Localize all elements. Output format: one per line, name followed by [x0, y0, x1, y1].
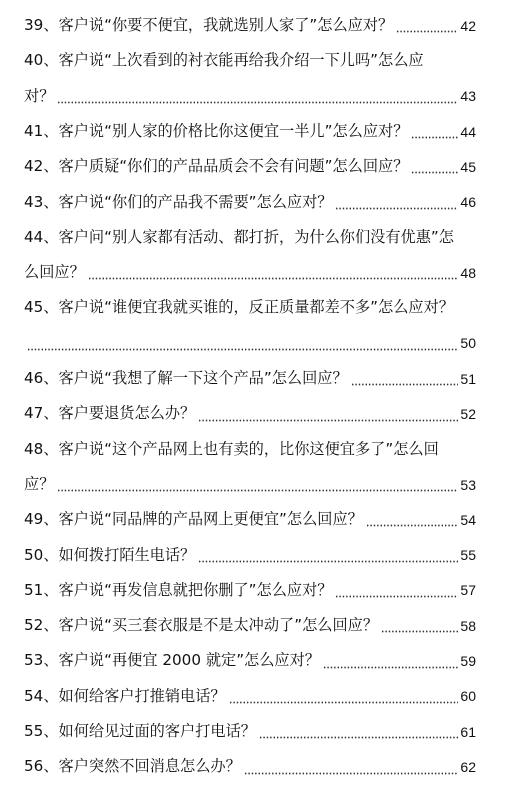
- toc-entry-page-number: 45: [460, 158, 476, 175]
- dot-leader: [323, 659, 458, 669]
- dot-leader: [335, 200, 458, 210]
- toc-entry-line: [24, 608, 476, 643]
- toc-entry-title: 客户说“再便宜 2000 就定”怎么应对？: [58, 651, 320, 670]
- toc-entry-line: [24, 432, 476, 467]
- toc-entry-title: 客户说“我想了解一下这个产品”怎么回应？: [58, 369, 348, 388]
- toc-entry-number: 45、: [24, 298, 59, 317]
- toc-entry-title: 客户说“你要不便宜，我就选别人家了”怎么应对？: [58, 16, 394, 35]
- toc-entry-number: 39、: [24, 16, 59, 35]
- toc-entry-line: [24, 8, 476, 43]
- toc-entry-page-number: 55: [460, 547, 476, 564]
- toc-entry-page-number: 46: [460, 194, 476, 211]
- toc-entry[interactable]: [24, 573, 476, 608]
- toc-entry-title: 客户说“你们的产品我不需要”怎么应对？: [58, 192, 333, 211]
- toc-entry-title: 客户问“别人家都有活动、都打折，为什么你们没有优惠”怎: [58, 227, 454, 246]
- toc-entry[interactable]: [24, 43, 476, 114]
- toc-entry-number: 42、: [24, 157, 59, 176]
- toc-entry-number: 44、: [24, 227, 59, 246]
- toc-entry-number: 55、: [24, 721, 59, 740]
- toc-entry[interactable]: [24, 537, 476, 572]
- toc-entry-title: 如何拨打陌生电话？: [58, 545, 196, 564]
- toc-entry-title: 客户说“再发信息就把你删了”怎么应对？: [58, 580, 333, 599]
- toc-entry-page-number: 51: [460, 370, 476, 387]
- dot-leader: [244, 765, 459, 775]
- toc-entry-number: 40、: [24, 51, 59, 70]
- toc-entry-title: 么回应？: [24, 263, 85, 282]
- toc-entry-title: 客户质疑“你们的产品品质会不会有问题”怎么回应？: [58, 157, 409, 176]
- toc-entry[interactable]: [24, 502, 476, 537]
- toc-entry-title: 如何给客户打推销电话？: [58, 686, 226, 705]
- toc-entry-number: 51、: [24, 580, 59, 599]
- toc-entry-page-number: 48: [460, 264, 476, 281]
- dot-leader: [396, 23, 458, 33]
- dot-leader: [411, 164, 458, 174]
- toc-entry-page-number: 61: [460, 723, 476, 740]
- toc-entry-title: 客户突然不回消息怎么办？: [58, 757, 241, 776]
- toc-entry[interactable]: [24, 679, 476, 714]
- toc-entry[interactable]: [24, 114, 476, 149]
- toc-entry-line: [24, 184, 476, 219]
- toc-entry[interactable]: [24, 361, 476, 396]
- toc-entry-title: 客户说“同品牌的产品网上更便宜”怎么回应？: [58, 510, 363, 529]
- toc-entry-page-number: 50: [460, 335, 476, 352]
- toc-entry[interactable]: [24, 608, 476, 643]
- dot-leader: [88, 270, 459, 280]
- toc-entry-title: 客户说“这个产品网上也有卖的，比你这便宜多了”怎么回: [58, 439, 439, 458]
- toc-entry-title: 应？: [24, 474, 55, 493]
- toc-entry-line: [24, 43, 476, 78]
- toc-entry-line: [24, 361, 476, 396]
- dot-leader: [259, 729, 458, 739]
- toc-entry-page-number: 57: [460, 582, 476, 599]
- toc-entry[interactable]: [24, 749, 476, 784]
- toc-entry-line: [24, 79, 476, 114]
- toc-entry-page-number: 42: [460, 17, 476, 34]
- dot-leader: [366, 517, 459, 527]
- dot-leader: [27, 341, 458, 351]
- toc-entry[interactable]: [24, 643, 476, 678]
- toc-entry-page-number: 60: [460, 688, 476, 705]
- toc-entry-line: [24, 749, 476, 784]
- toc-entry-number: 50、: [24, 545, 59, 564]
- toc-entry-page-number: 43: [460, 88, 476, 105]
- toc-entry[interactable]: [24, 220, 476, 291]
- toc-entry-line: [24, 643, 476, 678]
- toc-entry-number: 52、: [24, 616, 59, 635]
- toc-entry-line: [24, 290, 476, 325]
- toc-entry-line: [24, 114, 476, 149]
- toc-entry-title: 对？: [24, 86, 55, 105]
- dot-leader: [335, 588, 458, 598]
- toc-entry-page-number: 59: [460, 652, 476, 669]
- dot-leader: [411, 129, 458, 139]
- toc-entry[interactable]: [24, 714, 476, 749]
- toc-entry-line: [24, 573, 476, 608]
- dot-leader: [57, 482, 458, 492]
- toc-entry-page-number: 58: [460, 617, 476, 634]
- toc-entry-title: 如何给见过面的客户打电话？: [58, 721, 256, 740]
- toc-entry-line: [24, 149, 476, 184]
- toc-entry-number: 46、: [24, 369, 59, 388]
- toc-entry[interactable]: [24, 149, 476, 184]
- toc-entry-title: 客户说“上次看到的衬衣能再给我介绍一下儿吗”怎么应: [58, 51, 424, 70]
- toc-entry-page-number: 54: [460, 511, 476, 528]
- toc-entry-page-number: 52: [460, 405, 476, 422]
- toc-entry[interactable]: [24, 396, 476, 431]
- dot-leader: [198, 553, 458, 563]
- toc-entry-page-number: 62: [460, 758, 476, 775]
- toc-entry-number: 43、: [24, 192, 59, 211]
- toc-entry-title: 客户说“买三套衣服是不是太冲动了”怎么回应？: [58, 616, 379, 635]
- toc-entry-line: [24, 467, 476, 502]
- toc-entry-title: 客户说“谁便宜我就买谁的，反正质量都差不多”怎么应对？: [58, 298, 454, 317]
- toc-entry-line: [24, 537, 476, 572]
- toc-entry-title: 客户说“别人家的价格比你这便宜一半儿”怎么应对？: [58, 121, 409, 140]
- dot-leader: [351, 376, 459, 386]
- table-of-contents: [24, 8, 476, 785]
- toc-entry-number: 48、: [24, 439, 59, 458]
- toc-entry-line: [24, 679, 476, 714]
- toc-entry-line: [24, 502, 476, 537]
- toc-entry-number: 41、: [24, 121, 59, 140]
- toc-entry-title: 客户要退货怎么办？: [58, 404, 196, 423]
- toc-entry-page-number: 44: [460, 123, 476, 140]
- dot-leader: [57, 94, 458, 104]
- toc-entry-number: 53、: [24, 651, 59, 670]
- toc-entry-number: 49、: [24, 510, 59, 529]
- toc-entry-page-number: 53: [460, 476, 476, 493]
- toc-entry-line: [24, 220, 476, 255]
- dot-leader: [229, 694, 459, 704]
- dot-leader: [381, 623, 458, 633]
- toc-entry-line: [24, 255, 476, 290]
- toc-entry[interactable]: [24, 432, 476, 503]
- toc-entry-number: 47、: [24, 404, 59, 423]
- toc-entry-number: 56、: [24, 757, 59, 776]
- toc-entry[interactable]: [24, 290, 476, 361]
- toc-entry[interactable]: [24, 8, 476, 43]
- toc-entry-line: [24, 714, 476, 749]
- toc-entry[interactable]: [24, 184, 476, 219]
- toc-entry-line: [24, 326, 476, 361]
- toc-entry-line: [24, 396, 476, 431]
- dot-leader: [198, 412, 458, 422]
- toc-entry-number: 54、: [24, 686, 59, 705]
